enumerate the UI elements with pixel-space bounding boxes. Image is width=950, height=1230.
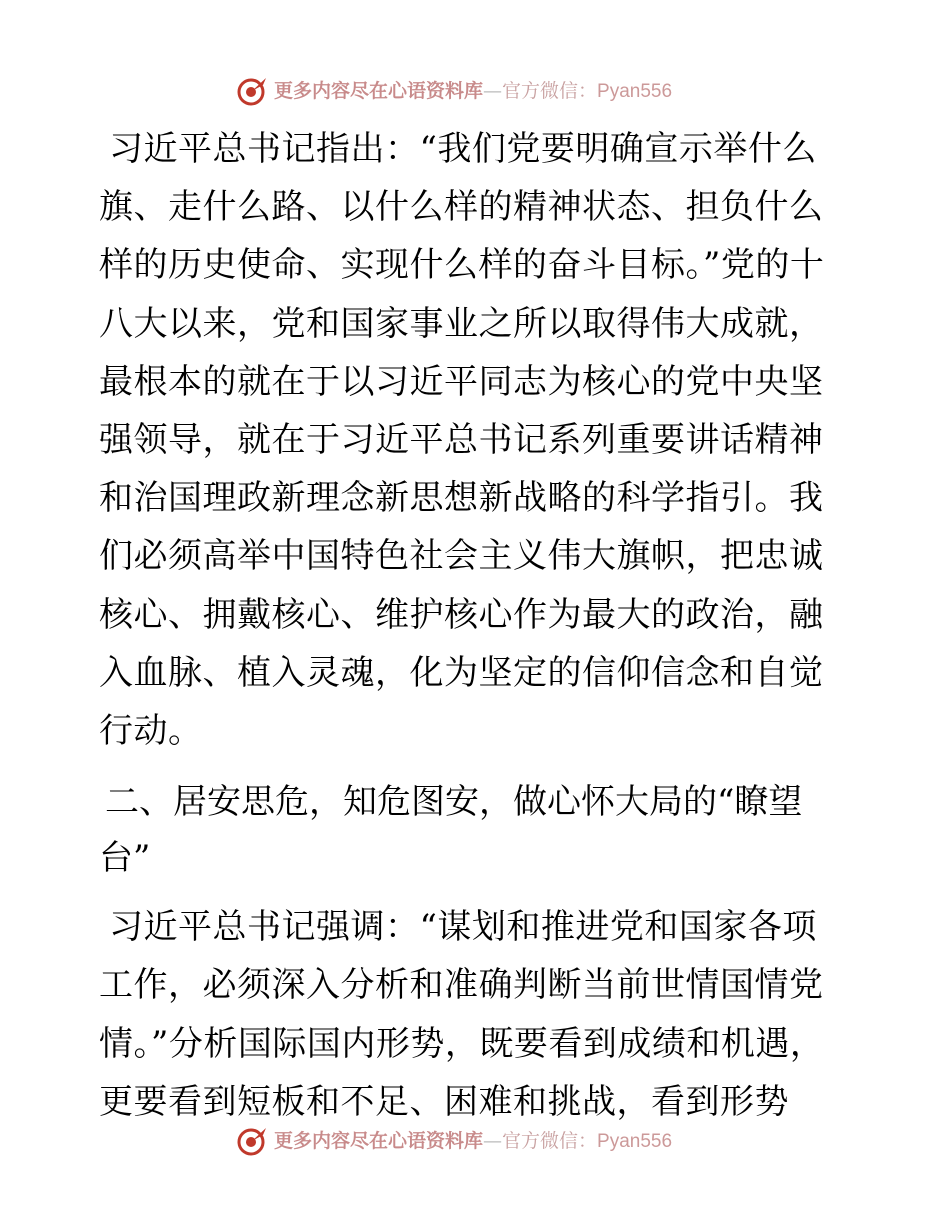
watermark-separator: — (483, 1129, 503, 1152)
body-paragraph-1: 习近平总书记指出：“我们党要明确宣示举什么旗、走什么路、以什么样的精神状态、担负什么样的历史使命、实现什么样的奋斗目标。”党的十八大以来，党和国家事业之所以取得伟大成就，最根本的就在于以习近平同志为核心的党中央坚强领导，就在于习近平总书记系列重要讲话精神和治国理政新理念新思想新战略的科学指引。我们必须高举中国特色社会主义伟大旗帜，把忠诚核心、拥戴核心、维护核心作为最大的政治，融入血脉、植入灵魂，化为坚定的信仰信念和自觉行动。 (99, 129, 825, 752)
watermark-text (274, 74, 672, 109)
watermark-separator: — (483, 79, 503, 102)
header-watermark (236, 74, 756, 108)
watermark-label: 官方微信： (502, 79, 598, 102)
footer-watermark (236, 1124, 756, 1158)
document-body (99, 120, 849, 1131)
watermark-id: Pyan556 (597, 1130, 673, 1152)
watermark-text (274, 1124, 672, 1159)
section-heading-2: 二、居安思危，知危图安，做心怀大局的“瞭望台” (99, 782, 803, 879)
quill-in-circle-icon (236, 1125, 268, 1157)
watermark-label: 官方微信： (502, 1129, 598, 1152)
paragraph-gap (99, 886, 849, 898)
quill-in-circle-icon (236, 75, 268, 107)
body-paragraph-2: 习近平总书记强调：“谋划和推进党和国家各项工作，必须深入分析和准确判断当前世情国情党情。”分析国际国内形势，既要看到成绩和机遇，更要看到短板和不足、困难和挑战，看到形势 (99, 907, 825, 1122)
watermark-id: Pyan556 (597, 80, 673, 102)
watermark-brand: 更多内容尽在心语资料库 (274, 1129, 484, 1152)
watermark-brand: 更多内容尽在心语资料库 (274, 79, 484, 102)
